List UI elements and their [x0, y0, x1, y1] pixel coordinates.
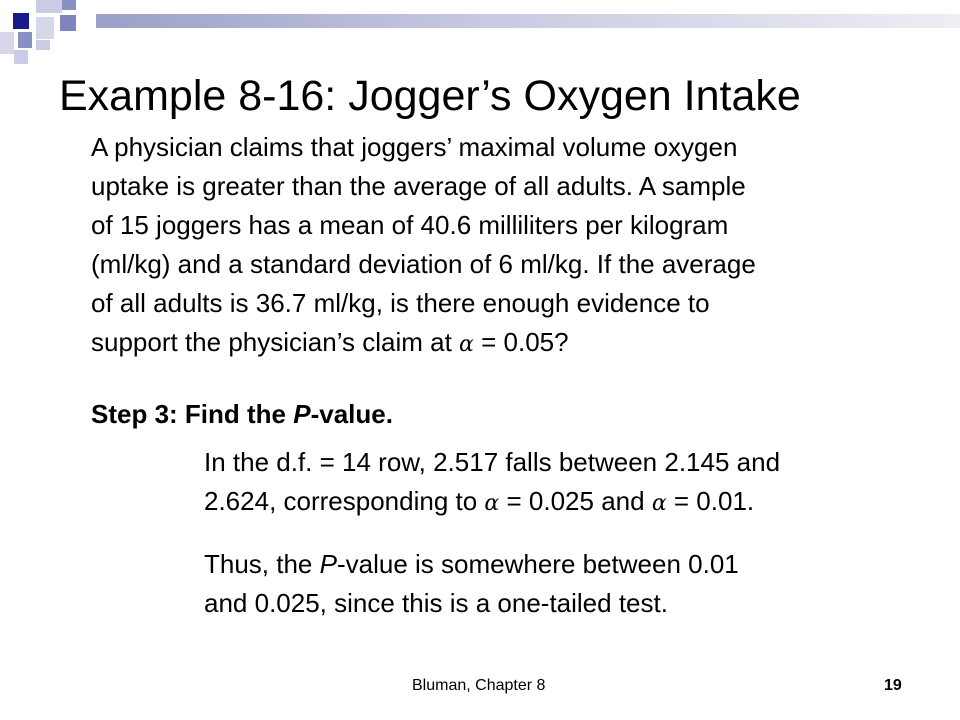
- slide-title: Example 8-16: Jogger’s Oxygen Intake: [59, 72, 801, 120]
- problem-line: of 15 joggers has a mean of 40.6 milliliters per kilogram: [91, 210, 729, 240]
- step-italic-p: P: [293, 399, 311, 429]
- corner-square-light: [36, 17, 54, 39]
- corner-square-light: [14, 50, 28, 64]
- problem-line: A physician claims that joggers’ maximal volume oxygen: [91, 132, 738, 162]
- explanation-text: = 0.01.: [666, 486, 755, 516]
- step-text: -value.: [310, 399, 393, 429]
- conclusion-line: [204, 545, 739, 584]
- corner-square-light: [36, 0, 62, 13]
- corner-square-light: [36, 40, 50, 50]
- alpha-symbol: α: [459, 332, 474, 357]
- corner-square-mid: [18, 32, 32, 48]
- footer-source: Bluman, Chapter 8: [412, 677, 546, 694]
- step-conclusion: [204, 545, 739, 623]
- step-text: Step 3: Find the: [91, 399, 294, 429]
- corner-square-mid: [62, 0, 76, 10]
- header-gradient-bar: [96, 14, 960, 28]
- problem-line: uptake is greater than the average of all adults. A sample: [91, 171, 746, 201]
- alpha-symbol: α: [651, 491, 667, 516]
- conclusion-text: Thus, the: [204, 549, 320, 579]
- page-number: 19: [884, 677, 902, 694]
- problem-line: of all adults is 36.7 ml/kg, is there enough evidence to: [91, 288, 710, 318]
- problem-line: [91, 323, 756, 364]
- corner-square-light: [0, 32, 14, 54]
- problem-line: (ml/kg) and a standard deviation of 6 ml/kg. If the average: [91, 249, 756, 279]
- corner-square-dark: [13, 13, 29, 29]
- problem-text: = 0.05?: [473, 327, 569, 357]
- explanation-line: In the d.f. = 14 row, 2.517 falls between 2.145 and: [204, 447, 781, 477]
- conclusion-text: -value is somewhere between 0.01: [336, 549, 739, 579]
- alpha-symbol: α: [484, 491, 500, 516]
- step-heading: [91, 395, 393, 434]
- explanation-text: = 0.025 and: [499, 486, 652, 516]
- conclusion-italic-p: P: [319, 549, 337, 579]
- conclusion-line: and 0.025, since this is a one-tailed test.: [204, 588, 668, 618]
- problem-text: support the physician’s claim at: [91, 327, 460, 357]
- problem-statement: [91, 128, 756, 364]
- step-explanation: [204, 443, 780, 523]
- corner-square-mid: [60, 15, 76, 31]
- explanation-text: 2.624, corresponding to: [204, 486, 485, 516]
- explanation-line: [204, 482, 780, 523]
